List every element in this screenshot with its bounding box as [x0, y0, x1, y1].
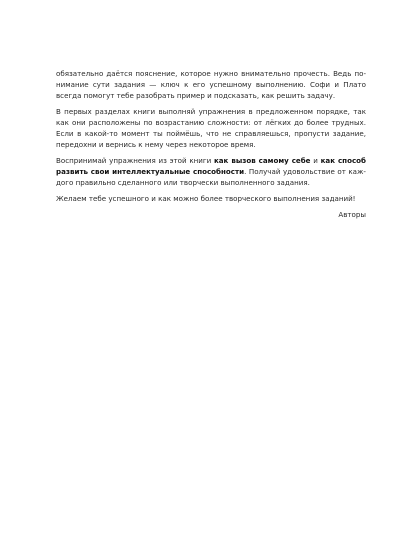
bold-phrase-challenge: как вызов самому себе: [213, 156, 311, 165]
page-text: [56, 68, 366, 220]
paragraph-instructions: [56, 68, 366, 101]
paragraph-text: обязательно даётся пояснение, которое нужно внимательно прочесть. Ведь понимание сути задания — ключ к его успешному выполнению. Софи и Плато всегда помогут тебе разобрать пример и подсказать, как решить задачу.: [56, 69, 366, 100]
paragraph-text: Воспринимай упражнения из этой книги: [56, 156, 214, 165]
paragraph-challenge: [56, 155, 366, 188]
paragraph-text: и: [310, 156, 321, 165]
bold-phrase-abilities: как способ развить свои интеллектуальные способности: [56, 156, 366, 176]
paragraph-text: Желаем тебе успешного и как можно более творческого выполнения заданий!: [56, 194, 356, 203]
paragraph-order: [56, 106, 366, 150]
paragraph-text: В первых разделах книги выполняй упражнения в предложенном порядке, так как они расположены по возрастанию сложности: от лёгких до более трудных. Если в какой-то момент ты поймёшь, что не справляешься, пропусти задание, передохни и вернись к нему через некоторое время.: [56, 107, 366, 149]
signature-authors: Авторы: [338, 210, 366, 219]
paragraph-wishes: [56, 193, 366, 204]
paragraph-text: . Получай удовольствие от каждого правильно сделанного или творчески выполненного задания.: [56, 167, 366, 187]
